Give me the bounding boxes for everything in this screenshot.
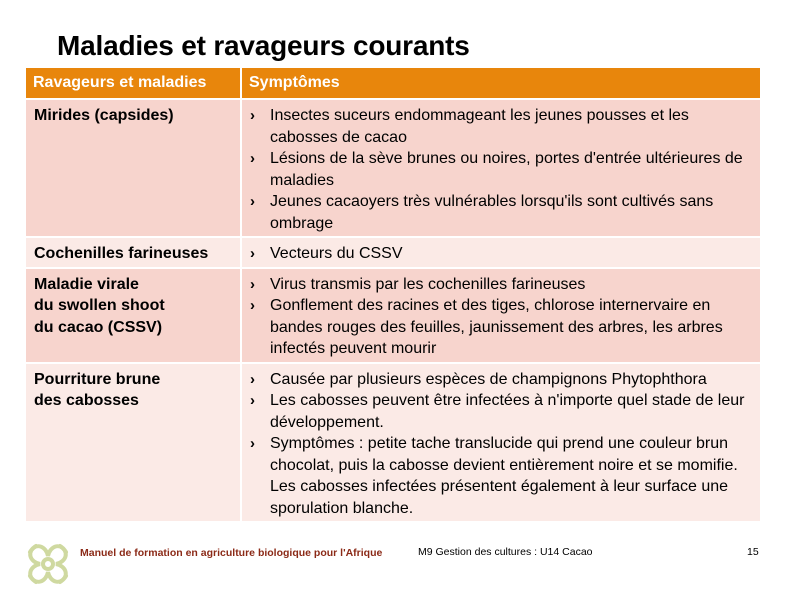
footer-manual-title: Manuel de formation en agriculture biologique pour l'Afrique (80, 547, 383, 559)
bullet-icon: › (250, 150, 255, 167)
symptom-item: › Causée par plusieurs espèces de champignons Phytophthora (250, 369, 752, 391)
header-pests: Ravageurs et maladies (26, 68, 241, 99)
header-symptoms: Symptômes (241, 68, 760, 99)
bullet-icon: › (250, 297, 255, 314)
table-header-row (26, 68, 760, 99)
symptom-item: › Lésions de la sève brunes ou noires, portes d'entrée ultérieures de maladies (250, 150, 743, 189)
bullet-icon: › (250, 193, 255, 210)
symptom-item: › Virus transmis par les cochenilles farineuses (250, 274, 752, 296)
pest-name: Maladie virale du swollen shoot du cacao (CSSV) (26, 268, 241, 363)
symptom-item: › Jeunes cacaoyers très vulnérables lorsqu'ils sont cultivés sans ombrage (250, 193, 714, 232)
symptom-item: › Les cabosses peuvent être infectées à n'importe quel stade de leur développement. (250, 392, 745, 431)
bullet-icon: › (250, 245, 255, 262)
pest-name: Pourriture brune des cabosses (26, 363, 241, 522)
bullet-icon: › (250, 392, 255, 409)
symptoms-cell (241, 268, 760, 363)
bullet-icon: › (250, 107, 255, 124)
symptoms-cell (241, 363, 760, 522)
table-row (26, 363, 760, 522)
symptoms-cell (241, 99, 760, 237)
pest-name: Cochenilles farineuses (26, 237, 241, 268)
bullet-icon: › (250, 275, 255, 293)
symptom-item: › Insectes suceurs endommageant les jeunes pousses et les cabosses de cacao (250, 107, 689, 146)
table-row (26, 268, 760, 363)
table-row (26, 99, 760, 237)
pest-name: Mirides (capsides) (26, 99, 241, 237)
page-number: 15 (747, 546, 759, 558)
knot-logo-icon (22, 538, 74, 590)
bullet-icon: › (250, 370, 255, 388)
symptom-item: › Vecteurs du CSSV (250, 243, 752, 265)
footer-module: M9 Gestion des cultures : U14 Cacao (418, 546, 593, 558)
bullet-icon: › (250, 435, 255, 452)
table-row (26, 237, 760, 268)
symptoms-cell (241, 237, 760, 268)
symptom-item: › Gonflement des racines et des tiges, chlorose internervaire en bandes rouges des feuilles, jaunissement des arbres, les arbres infectés peuvent mourir (250, 297, 723, 357)
symptom-item: › Symptômes : petite tache translucide qui prend une couleur brun chocolat, puis la cabosse devient entièrement noire et se momifie. Les cabosses infectées présentent également à leur surface une sporulation blanche. (250, 435, 738, 517)
pests-table (26, 68, 760, 521)
slide-title: Maladies et ravageurs courants (57, 30, 470, 61)
